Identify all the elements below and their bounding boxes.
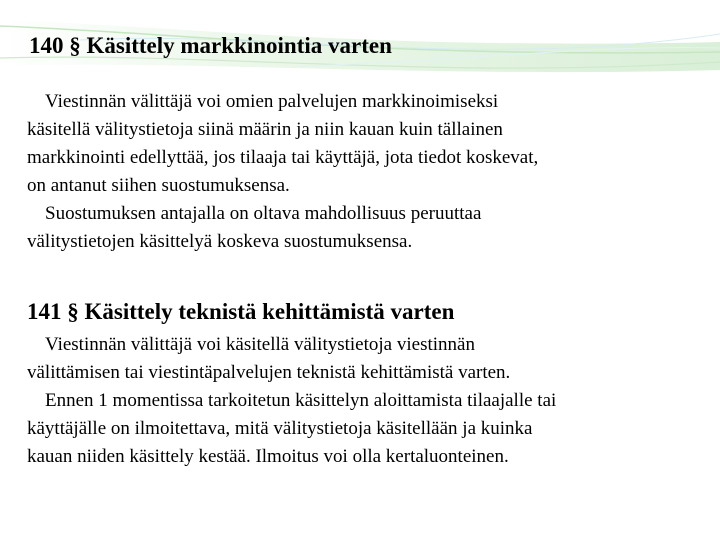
- paragraph: [27, 387, 707, 471]
- text-line: markkinointi edellyttää, jos tilaaja tai käyttäjä, jota tiedot koskevat,: [27, 147, 539, 168]
- paragraph: [27, 88, 707, 200]
- section-140-body: [27, 88, 707, 256]
- text-line: välitystietojen käsittelyä koskeva suostumuksensa.: [27, 231, 413, 252]
- section-141-body: [27, 331, 707, 471]
- text-line: Suostumuksen antajalla on oltava mahdollisuus peruuttaa: [45, 203, 482, 224]
- text-line: Ennen 1 momentissa tarkoitetun käsittelyn aloittamista tilaajalle tai: [45, 390, 557, 411]
- slide-title: 140 § Käsittely markkinointia varten: [29, 33, 392, 58]
- text-line: kauan niiden käsittely kestää. Ilmoitus voi olla kertaluonteinen.: [27, 446, 509, 467]
- text-line: Viestinnän välittäjä voi omien palvelujen markkinoimiseksi: [45, 91, 499, 112]
- text-line: käsitellä välitystietoja siinä määrin ja niin kauan kuin tällainen: [27, 119, 503, 140]
- text-line: on antanut siihen suostumuksensa.: [27, 175, 290, 196]
- paragraph: [27, 200, 707, 256]
- text-line: Viestinnän välittäjä voi käsitellä välitystietoja viestinnän: [45, 334, 475, 355]
- text-line: käyttäjälle on ilmoitettava, mitä välitystietoja käsitellään ja kuinka: [27, 418, 533, 439]
- paragraph: [27, 331, 707, 387]
- section-141-heading: 141 § Käsittely teknistä kehittämistä varten: [27, 299, 455, 324]
- text-line: välittämisen tai viestintäpalvelujen teknistä kehittämistä varten.: [27, 362, 511, 383]
